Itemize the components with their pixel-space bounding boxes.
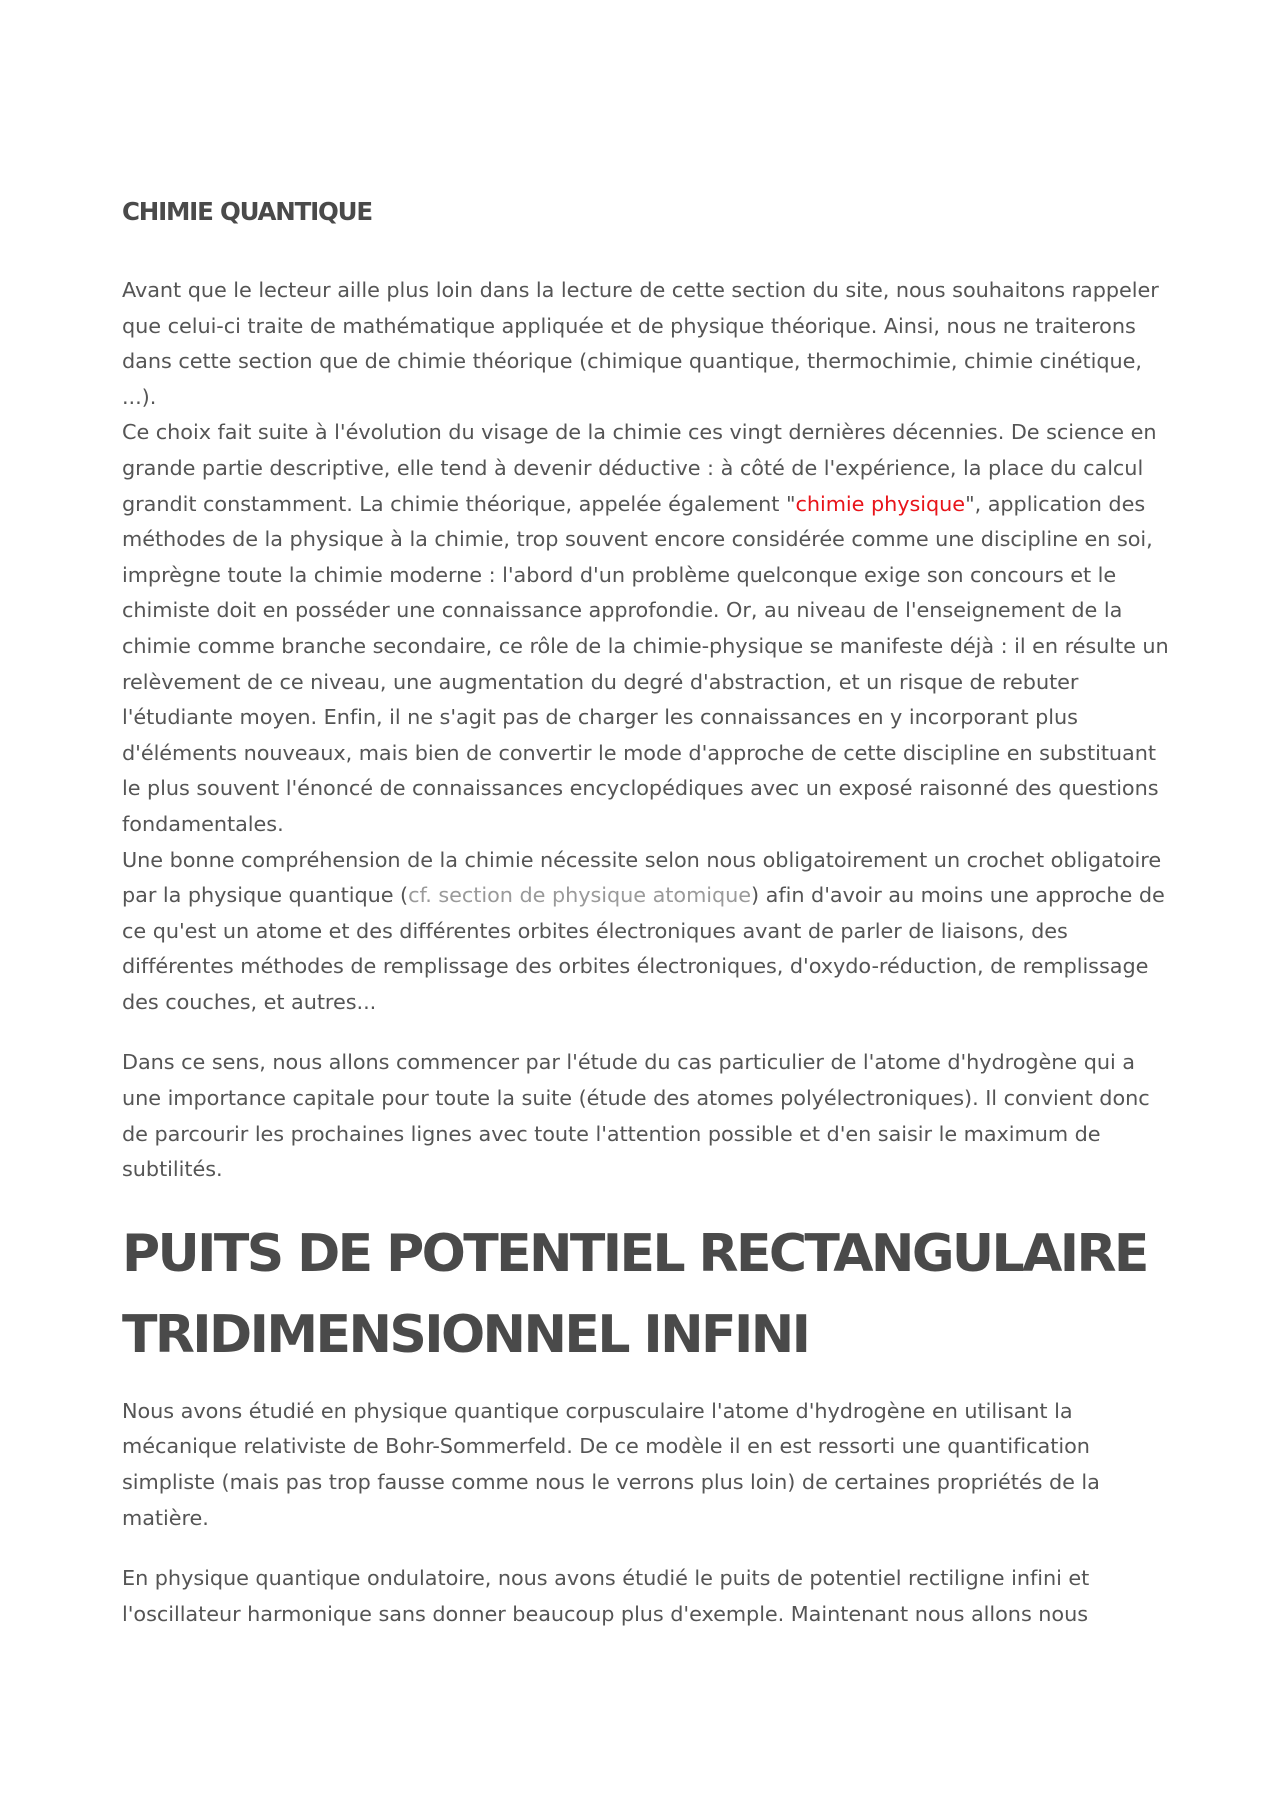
section-title: CHIMIE QUANTIQUE (122, 197, 372, 226)
intro-paragraph-3-text-start: Une bonne compréhension de la chimie nécessite selon nous obligatoirement un crochet obligatoire par la physique quantique ( (122, 847, 1162, 908)
intro-paragraph-2-text-end: ", application des méthodes de la physique à la chimie, trop souvent encore considérée comme une discipline en soi, imprègne toute la chimie moderne : l'abord d'un problème quelconque exige son concours et le chimiste doit en posséder une connaissance approfondie. Or, au niveau de l'enseignement de la chimie comme branche secondaire, ce rôle de la chimie-physique se manifeste déjà : il en résulte un relèvement de ce niveau, une augmentation du degré d'abstraction, et un risque de rebuter l'étudiante moyen. Enfin, il ne s'agit pas de charger les connaissances en y incorporant plus d'éléments nouveaux, mais bien de convertir le mode d'approche de cette discipline en substituant le plus souvent l'énoncé de connaissances encyclopédiques avec un exposé raisonné des questions fondamentales. (122, 491, 1169, 836)
intro-paragraph-4: Dans ce sens, nous allons commencer par l'étude du cas particulier de l'atome d'hydrogène qui a une importance capitale pour toute la suite (étude des atomes polyélectroniques). Il convient donc de parcourir les prochaines lignes avec toute l'attention possible et d'en saisir le maximum de subtilités. (122, 1050, 1150, 1182)
document-page (122, 192, 1172, 1632)
chimie-physique-link[interactable]: chimie physique (795, 491, 966, 516)
intro-paragraph-3 (122, 843, 1172, 1021)
body-paragraph-1: Nous avons étudié en physique quantique corpusculaire l'atome d'hydrogène en utilisant la mécanique relativiste de Bohr-Sommerfeld. De ce modèle il en est ressorti une quantification simpliste (mais pas trop fausse comme nous le verrons plus loin) de certaines propriétés de la matière. (122, 1398, 1100, 1530)
intro-paragraph-2-text-start: Ce choix fait suite à l'évolution du visage de la chimie ces vingt dernières décennies. De science en grande partie descriptive, elle tend à devenir déductive : à côté de l'expérience, la place du calcul grandit constamment. La chimie théorique, appelée également " (122, 420, 1157, 516)
intro-paragraph-2 (122, 415, 1172, 842)
body-paragraph-2: En physique quantique ondulatoire, nous avons étudié le puits de potentiel rectiligne infini et l'oscillateur harmonique sans donner beaucoup plus d'exemple. Maintenant nous allons nous (122, 1566, 1090, 1626)
intro-paragraph-3-text-end: ) afin d'avoir au moins une approche de ce qu'est un atome et des différentes orbites électroniques avant de parler de liaisons, des différentes méthodes de remplissage des orbites électroniques, d'oxydo-réduction, de remplissage des couches, et autres... (122, 883, 1165, 1014)
main-heading: PUITS DE POTENTIEL RECTANGULAIRE TRIDIMENSIONNEL INFINI (122, 1223, 1147, 1365)
intro-paragraph-1: Avant que le lecteur aille plus loin dans la lecture de cette section du site, nous souhaitons rappeler que celui-ci traite de mathématique appliquée et de physique théorique. Ainsi, nous ne traiterons dans cette section que de chimie théorique (chimique quantique, thermochimie, chimie cinétique, ...). (122, 278, 1159, 409)
physique-atomique-link[interactable]: cf. section de physique atomique (408, 883, 752, 908)
